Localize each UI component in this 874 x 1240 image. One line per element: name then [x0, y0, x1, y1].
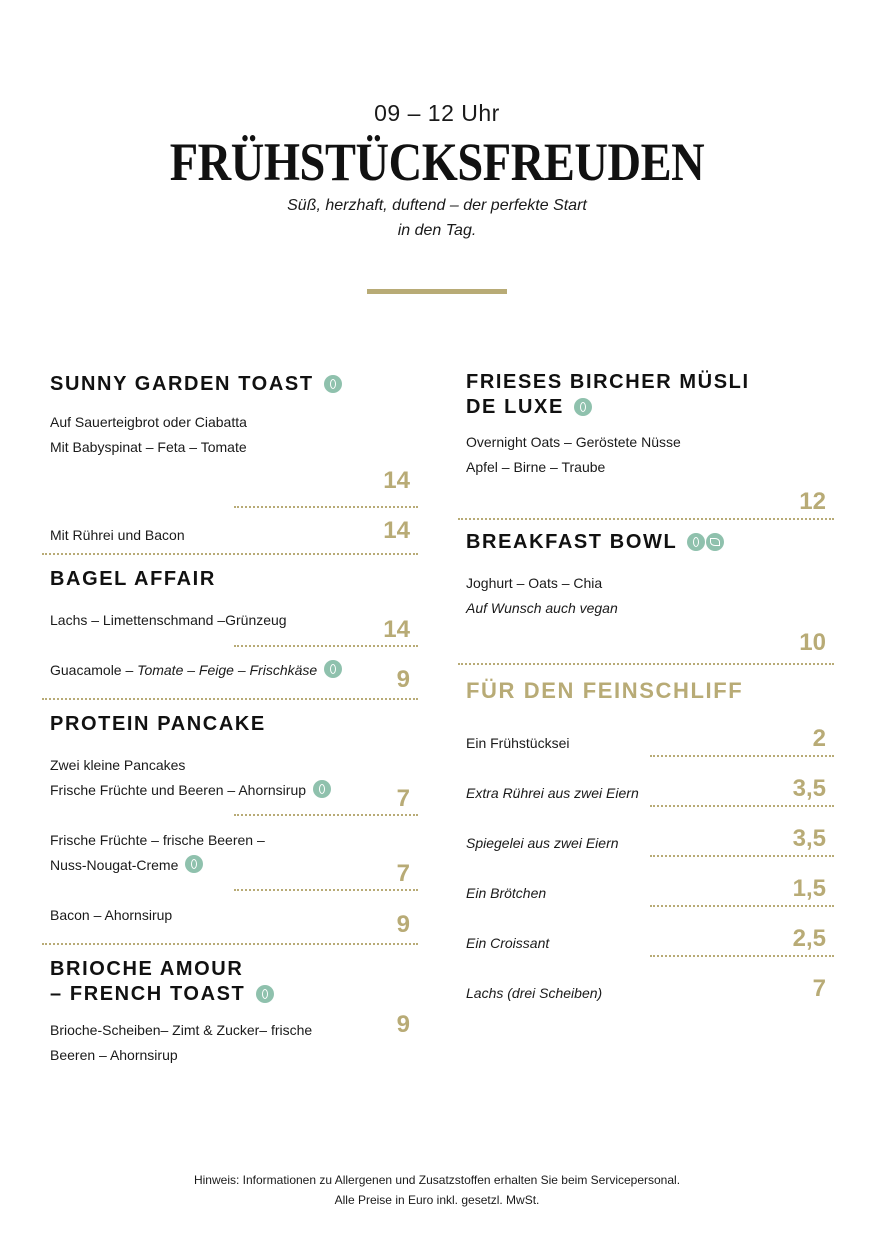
- opening-hours: 09 – 12 Uhr: [374, 100, 500, 126]
- item-description: Brioche-Scheiben– Zimt & Zucker– frische: [50, 1022, 313, 1038]
- section-bagel-affair: [42, 567, 418, 700]
- item-price: 9: [396, 666, 410, 693]
- subtitle-line-2: in den Tag.: [397, 222, 477, 239]
- item-price: 14: [383, 616, 410, 643]
- item-price: 14: [383, 517, 410, 544]
- section-title: FÜR DEN FEINSCHLIFF: [466, 678, 744, 703]
- item-price: 12: [799, 488, 826, 515]
- item-description: Frische Früchte und Beeren – Ahornsirup: [50, 782, 307, 798]
- menu-item: [458, 430, 834, 518]
- extra-item-label: Lachs (drei Scheiben): [466, 985, 603, 1001]
- left-column: [42, 370, 418, 1070]
- dotted-leader: [234, 889, 418, 891]
- extra-item-label: Ein Frühstücksei: [466, 735, 570, 751]
- dotted-leader: [650, 805, 834, 807]
- footer-note: [0, 1170, 874, 1210]
- extra-item-price: 2,5: [792, 925, 826, 952]
- section-title: – FRENCH TOAST: [50, 983, 246, 1005]
- page-title: FRÜHSTÜCKSFREUDEN: [169, 132, 705, 192]
- dotted-leader: [650, 755, 834, 757]
- section-title: BRIOCHE AMOUR: [50, 958, 244, 980]
- allergen-note: Hinweis: Informationen zu Allergenen und Zusatzstoffen erhalten Sie beim Servicepersonal.: [193, 1173, 681, 1187]
- dotted-leader: [650, 955, 834, 957]
- menu-item: [458, 571, 834, 663]
- item-price: 10: [799, 629, 826, 656]
- extra-item-label: Ein Croissant: [466, 935, 550, 951]
- menu-item: [42, 753, 418, 828]
- menu-item: [42, 608, 418, 658]
- vegetarian-icon: [185, 855, 203, 873]
- section-divider: [42, 943, 418, 945]
- vegetarian-icon: [324, 660, 342, 678]
- menu-item: [42, 410, 418, 494]
- section-protein-pancake: [42, 712, 418, 945]
- menu-item: [42, 903, 418, 943]
- extra-item-price: 2: [812, 725, 826, 752]
- item-description: Auf Sauerteigbrot oder Ciabatta: [50, 414, 247, 430]
- item-price: 9: [396, 1011, 410, 1038]
- vegan-icon: [706, 533, 724, 551]
- item-description: Lachs – Limettenschmand –Grünzeug: [50, 612, 287, 628]
- section-breakfast-bowl: [458, 530, 834, 665]
- section-title: FRIESES BIRCHER MÜSLI: [466, 371, 750, 393]
- vegetarian-icon: [687, 533, 705, 551]
- section-title: BREAKFAST BOWL: [466, 531, 677, 553]
- section-divider: [458, 518, 834, 520]
- item-description: Frische Früchte – frische Beeren –: [50, 832, 265, 848]
- extras-list: [458, 725, 834, 1031]
- extra-item: [458, 975, 834, 1031]
- menu-header: [0, 100, 874, 243]
- section-extras: [458, 678, 834, 1031]
- item-price: 14: [383, 467, 410, 494]
- extra-item: [458, 875, 834, 931]
- dotted-leader: [650, 855, 834, 857]
- section-divider: [458, 663, 834, 665]
- menu-item: [42, 828, 418, 903]
- right-column: [458, 370, 834, 1031]
- extra-item: [458, 725, 834, 781]
- extra-item-label: Ein Brötchen: [466, 885, 547, 901]
- vegetarian-icon: [574, 398, 592, 416]
- section-title: DE LUXE: [466, 396, 564, 418]
- section-divider: [42, 698, 418, 700]
- item-description: Joghurt – Oats – Chia: [466, 575, 603, 591]
- menu-item: [42, 1011, 418, 1070]
- section-sunny-garden-toast: [42, 372, 418, 555]
- item-description: Beeren – Ahornsirup: [50, 1047, 178, 1063]
- extra-item: [458, 825, 834, 881]
- item-description: Tomate – Feige – Frischkäse: [137, 662, 318, 678]
- vegetarian-icon: [256, 985, 274, 1003]
- item-description: Zwei kleine Pancakes: [50, 757, 186, 773]
- section-title: PROTEIN PANCAKE: [50, 713, 266, 735]
- menu-item: [42, 517, 418, 575]
- vegetarian-icon: [324, 375, 342, 393]
- section-bircher-muesli: [458, 370, 834, 520]
- item-description: Overnight Oats – Geröstete Nüsse: [466, 434, 681, 450]
- extra-item: [458, 775, 834, 831]
- menu-item: [42, 658, 418, 698]
- item-price: 7: [396, 785, 410, 812]
- section-title: SUNNY GARDEN TOAST: [50, 373, 314, 395]
- extra-item-price: 7: [812, 975, 826, 1002]
- extra-item: [458, 925, 834, 981]
- extra-item-price: 3,5: [792, 825, 826, 852]
- item-description: Mit Babyspinat – Feta – Tomate: [50, 439, 247, 455]
- extra-item-label: Spiegelei aus zwei Eiern: [466, 835, 619, 851]
- dotted-leader: [234, 645, 418, 647]
- dotted-leader: [650, 905, 834, 907]
- item-description: Nuss-Nougat-Creme: [50, 857, 179, 873]
- item-description: Mit Rührei und Bacon: [50, 527, 185, 543]
- extra-item-label: Extra Rührei aus zwei Eiern: [466, 785, 639, 801]
- section-brioche-amour: [42, 957, 418, 1070]
- dotted-leader: [234, 814, 418, 816]
- vegetarian-icon: [313, 780, 331, 798]
- item-price: 7: [396, 860, 410, 887]
- header-divider: [367, 289, 507, 294]
- tax-note: Alle Preise in Euro inkl. gesetzl. MwSt.: [334, 1193, 540, 1207]
- section-title: BAGEL AFFAIR: [50, 568, 216, 590]
- extra-item-price: 3,5: [792, 775, 826, 802]
- extra-item-price: 1,5: [792, 875, 826, 902]
- item-price: 9: [396, 911, 410, 938]
- subtitle-line-1: Süß, herzhaft, duftend – der perfekte Start: [287, 197, 587, 214]
- dotted-leader: [234, 506, 418, 508]
- item-description: Guacamole –: [50, 662, 138, 678]
- item-description: Apfel – Birne – Traube: [466, 459, 606, 475]
- item-description: Auf Wunsch auch vegan: [466, 600, 618, 616]
- item-description: Bacon – Ahornsirup: [50, 907, 173, 923]
